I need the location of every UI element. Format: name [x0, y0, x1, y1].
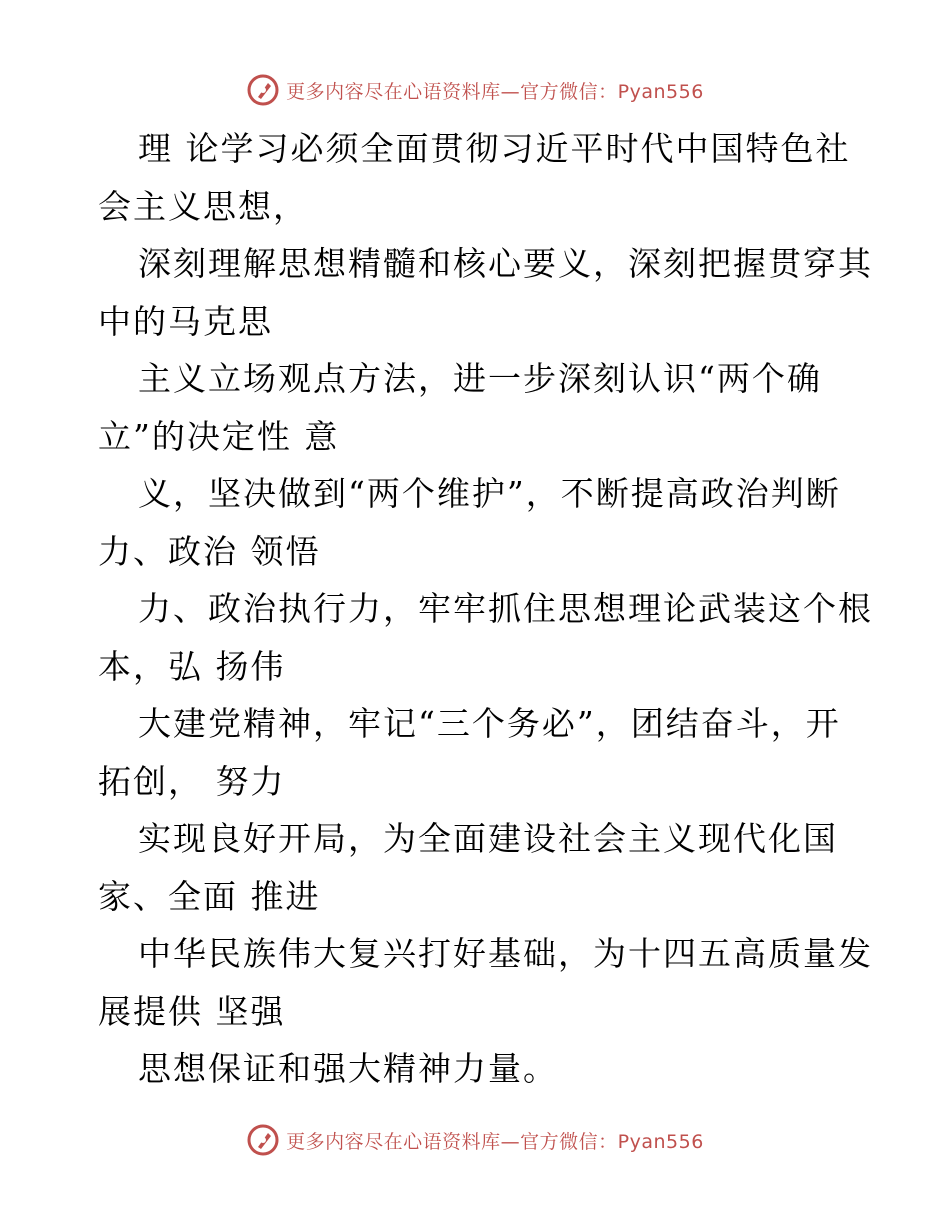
paragraph	[98, 235, 873, 350]
paragraph	[98, 350, 858, 465]
paragraph-line: 主义立场观点方法，进一步深刻认识“两个确	[138, 359, 822, 398]
paragraph-line: 立”的决定性 意	[98, 416, 340, 456]
footer-watermark	[0, 1120, 950, 1160]
paragraph-line: 中华民族伟大复兴打好基础，为十四五高质量发	[138, 934, 873, 973]
paragraph-line: 中的马克思	[98, 301, 273, 341]
header-watermark	[0, 70, 950, 110]
paragraph	[98, 695, 858, 810]
paragraph	[98, 580, 873, 695]
paragraph-line: 大建党精神，牢记“三个务必”，团结奋斗，开	[138, 704, 841, 743]
paragraph-line: 会主义思想，	[98, 186, 308, 226]
paragraph-line: 义，坚决做到“两个维护”，不断提高政治判断	[138, 474, 841, 513]
paragraph	[98, 925, 873, 1040]
watermark-text: 更多内容尽在心语资料库—官方微信：Pyan556	[286, 1130, 704, 1153]
watermark-text: 更多内容尽在心语资料库—官方微信：Pyan556	[286, 80, 704, 103]
document-body	[98, 120, 873, 1098]
paragraph-line: 力、政治 领悟	[98, 531, 321, 571]
paragraph	[98, 120, 858, 235]
paragraph-line: 家、全面 推进	[98, 876, 321, 916]
paragraph-line: 深刻理解思想精髓和核心要义，深刻把握贯穿其	[138, 244, 873, 283]
paragraph	[98, 810, 858, 925]
paragraph-line: 理 论学习必须全面贯彻习近平时代中国特色社	[138, 129, 851, 168]
paragraph-line: 本，弘 扬伟	[98, 646, 286, 686]
paragraph	[98, 465, 858, 580]
paragraph-line: 拓创， 努力	[98, 761, 286, 801]
paragraph-line: 思想保证和强大精神力量。	[138, 1049, 558, 1088]
paragraph-line: 力、政治执行力，牢牢抓住思想理论武装这个根	[138, 589, 873, 628]
paragraph	[98, 1040, 858, 1098]
pen-nib-circle-icon	[246, 73, 280, 107]
pen-nib-circle-icon	[246, 1123, 280, 1157]
paragraph-line: 展提供 坚强	[98, 991, 286, 1031]
paragraph-line: 实现良好开局，为全面建设社会主义现代化国	[138, 819, 838, 858]
